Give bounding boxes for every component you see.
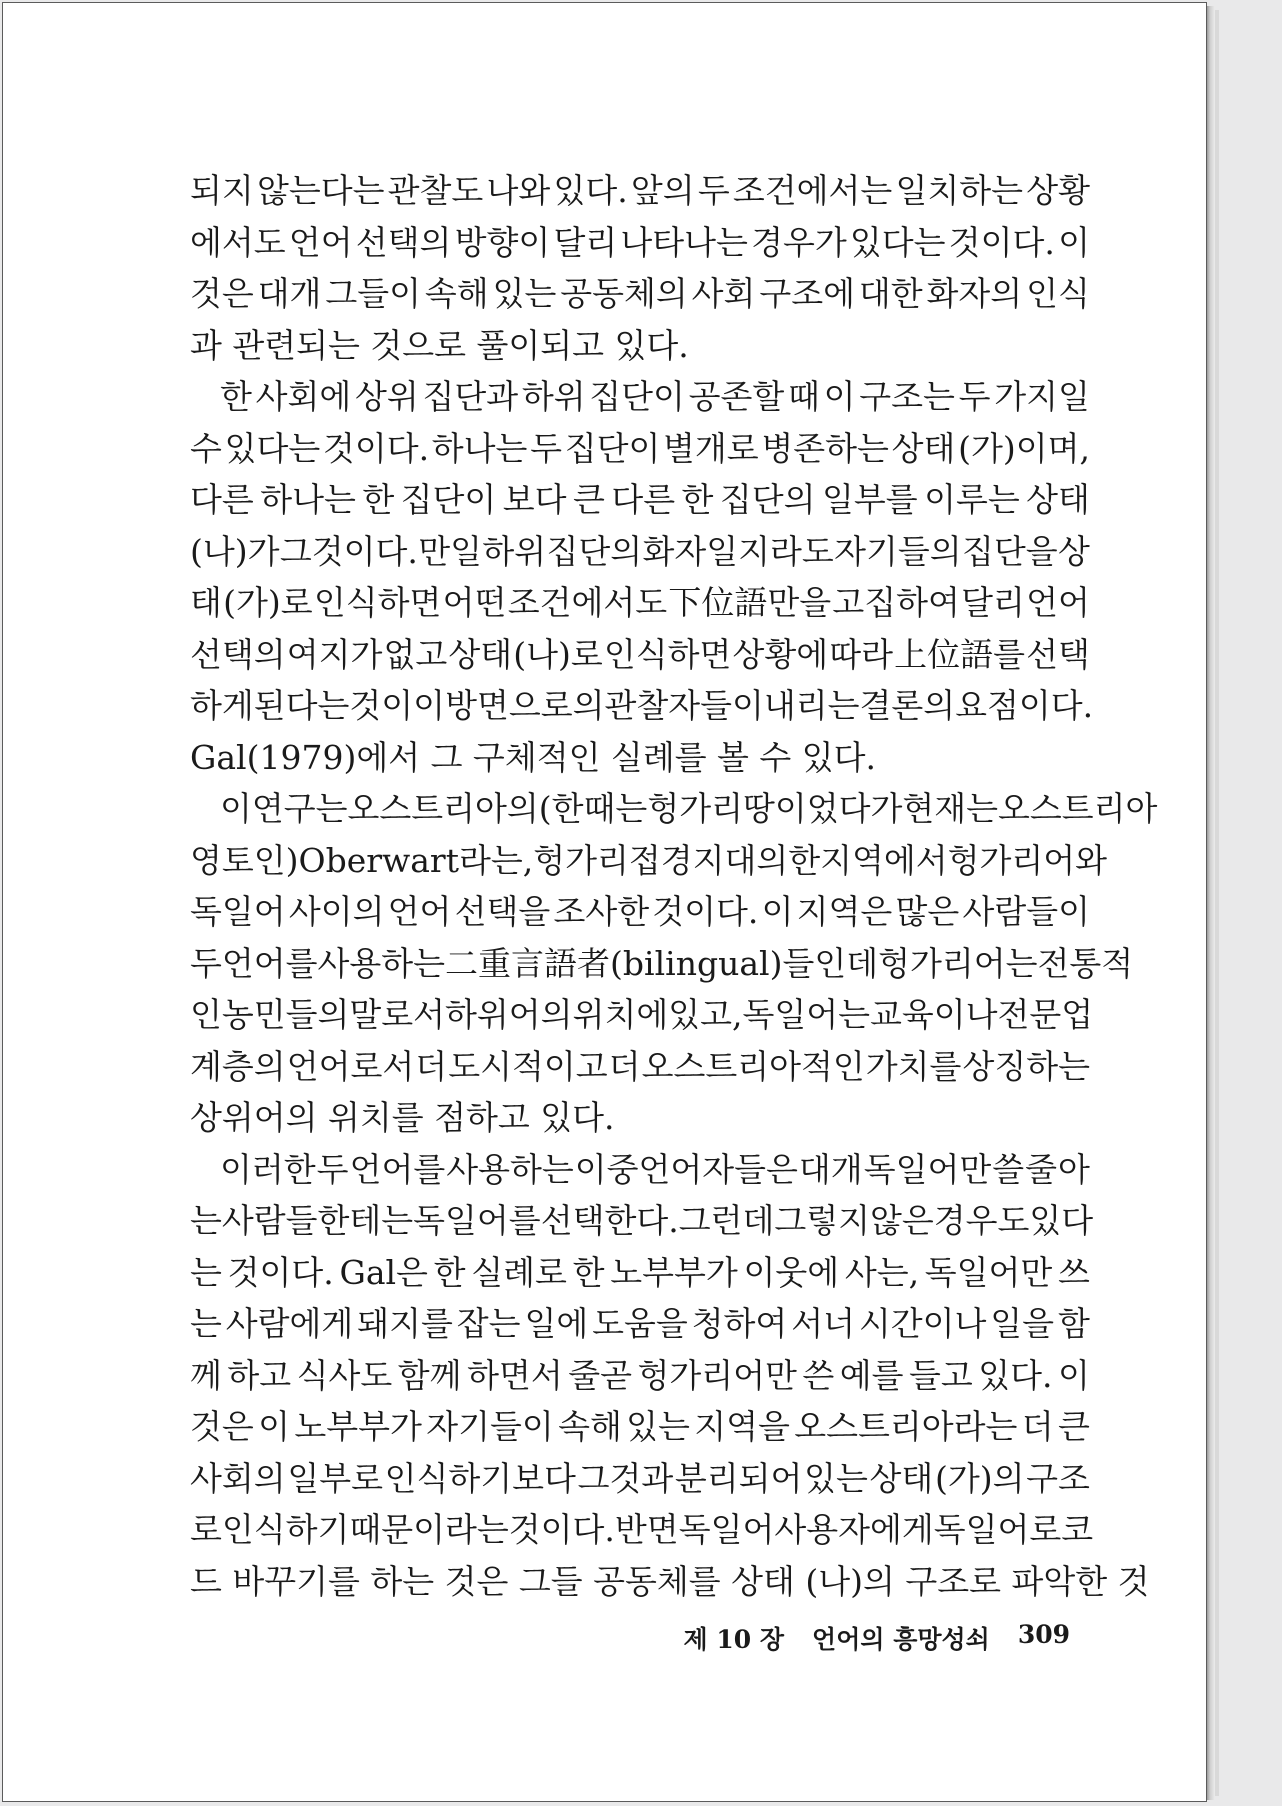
text-line: 되지 않는다는 관찰도 나와 있다. 앞의 두 조건에서는 일치하는 상황 xyxy=(190,171,1090,210)
text-line: (나)가 그것이다. 만일 하위 집단의 화자일지라도 자기들의 집단을 상 xyxy=(190,531,1090,571)
text-line: 는 사람에게 돼지를 잡는 일에 도움을 청하여 서너 시간이나 일을 함 xyxy=(190,1304,1090,1343)
page-edge-stack xyxy=(1215,10,1219,1796)
text-line: 이러한 두 언어를 사용하는 이중언어자들은 대개 독일어만 쓸 줄 아 xyxy=(220,1149,1090,1189)
text-line: 영토인) Oberwart라는, 헝가리 접경지대의 한 지역에서 헝가리어와 xyxy=(190,840,1108,880)
text-line: 드 바꾸기를 하는 것은 그들 공동체를 상태 (나)의 구조로 파악한 것 xyxy=(190,1561,1150,1601)
text-line: 는 것이다. Gal은 한 실례로 한 노부부가 이웃에 사는, 독일어만 쓰 xyxy=(190,1252,1090,1292)
chapter-title: 언어의 흥망성쇠 xyxy=(812,1625,990,1654)
text-line: 께 하고 식사도 함께 하면서 줄곧 헝가리어만 쓴 예를 들고 있다. 이 xyxy=(190,1355,1090,1395)
text-line: 사회의 일부로 인식하기보다 그것과 분리되어 있는 상태 (가)의 구조 xyxy=(190,1458,1090,1498)
paragraph xyxy=(190,783,1158,1144)
body-text xyxy=(190,165,1158,1607)
chapter-number: 제 10 장 xyxy=(683,1625,785,1654)
page-footer xyxy=(683,1620,1070,1656)
text-line: 계층의 언어로서 더 도시적이고 더 오스트리아적인 가치를 상징하는 xyxy=(190,1046,1090,1086)
text-line: 이 연구는 오스트리아의(한때는 헝가리 땅이었다가 현재는 오스트리아 xyxy=(220,789,1158,828)
text-line: 과 관련되는 것으로 풀이되고 있다. xyxy=(190,325,689,365)
text-line: 다른 하나는 한 집단이 보다 큰 다른 한 집단의 일부를 이루는 상태 xyxy=(190,480,1090,519)
text-line: 태 (가)로 인식하면 어떤 조건에서도 下位語만을 고집하여 달리 언어 xyxy=(190,583,1090,622)
paragraph xyxy=(190,371,1094,783)
text-line: 하게 된다는 것이 이 방면으로의 관찰자들이 내리는 결론의 요점이다. xyxy=(190,686,1094,725)
paragraph xyxy=(190,1144,1150,1608)
text-line: Gal(1979)에서 그 구체적인 실례를 볼 수 있다. xyxy=(190,737,877,777)
text-line: 상위어의 위치를 점하고 있다. xyxy=(190,1098,615,1137)
text-line: 독일어 사이의 언어 선택을 조사한 것이다. 이 지역은 많은 사람들이 xyxy=(190,892,1090,931)
text-line: 선택의 여지가 없고 상태 (나)로 인식하면 상황에 따라 上位語를 선택 xyxy=(190,634,1090,674)
text-line: 두 언어를 사용하는 二重言語者(bilingual)들인데 헝가리어는 전통적 xyxy=(190,943,1134,983)
text-line: 인 농민들의 말로서 하위어의 위치에 있고, 독일어는 교육이나 전문업 xyxy=(190,995,1094,1034)
paragraph xyxy=(190,165,1090,371)
text-line: 것은 대개 그들이 속해 있는 공동체의 사회 구조에 대한 화자의 인식 xyxy=(190,274,1090,313)
text-line: 한 사회에 상위 집단과 하위 집단이 공존할 때 이 구조는 두 가지일 xyxy=(220,377,1090,416)
text-line: 로 인식하기 때문이라는 것이다. 반면 독일어 사용자에게 독일어로 코 xyxy=(190,1510,1094,1549)
text-line: 수 있다는 것이다. 하나는 두 집단이 별개로 병존하는 상태 (가)이며, xyxy=(190,428,1090,468)
page-number: 309 xyxy=(1017,1620,1070,1649)
text-line: 것은 이 노부부가 자기들이 속해 있는 지역을 오스트리아라는 더 큰 xyxy=(190,1407,1090,1446)
text-line: 에서도 언어 선택의 방향이 달리 나타나는 경우가 있다는 것이다. 이 xyxy=(190,222,1090,262)
text-line: 는 사람들한테는 독일어를 선택한다. 그런데 그렇지 않은 경우도 있다 xyxy=(190,1201,1094,1240)
page-edge-shadow xyxy=(1207,6,1215,1800)
